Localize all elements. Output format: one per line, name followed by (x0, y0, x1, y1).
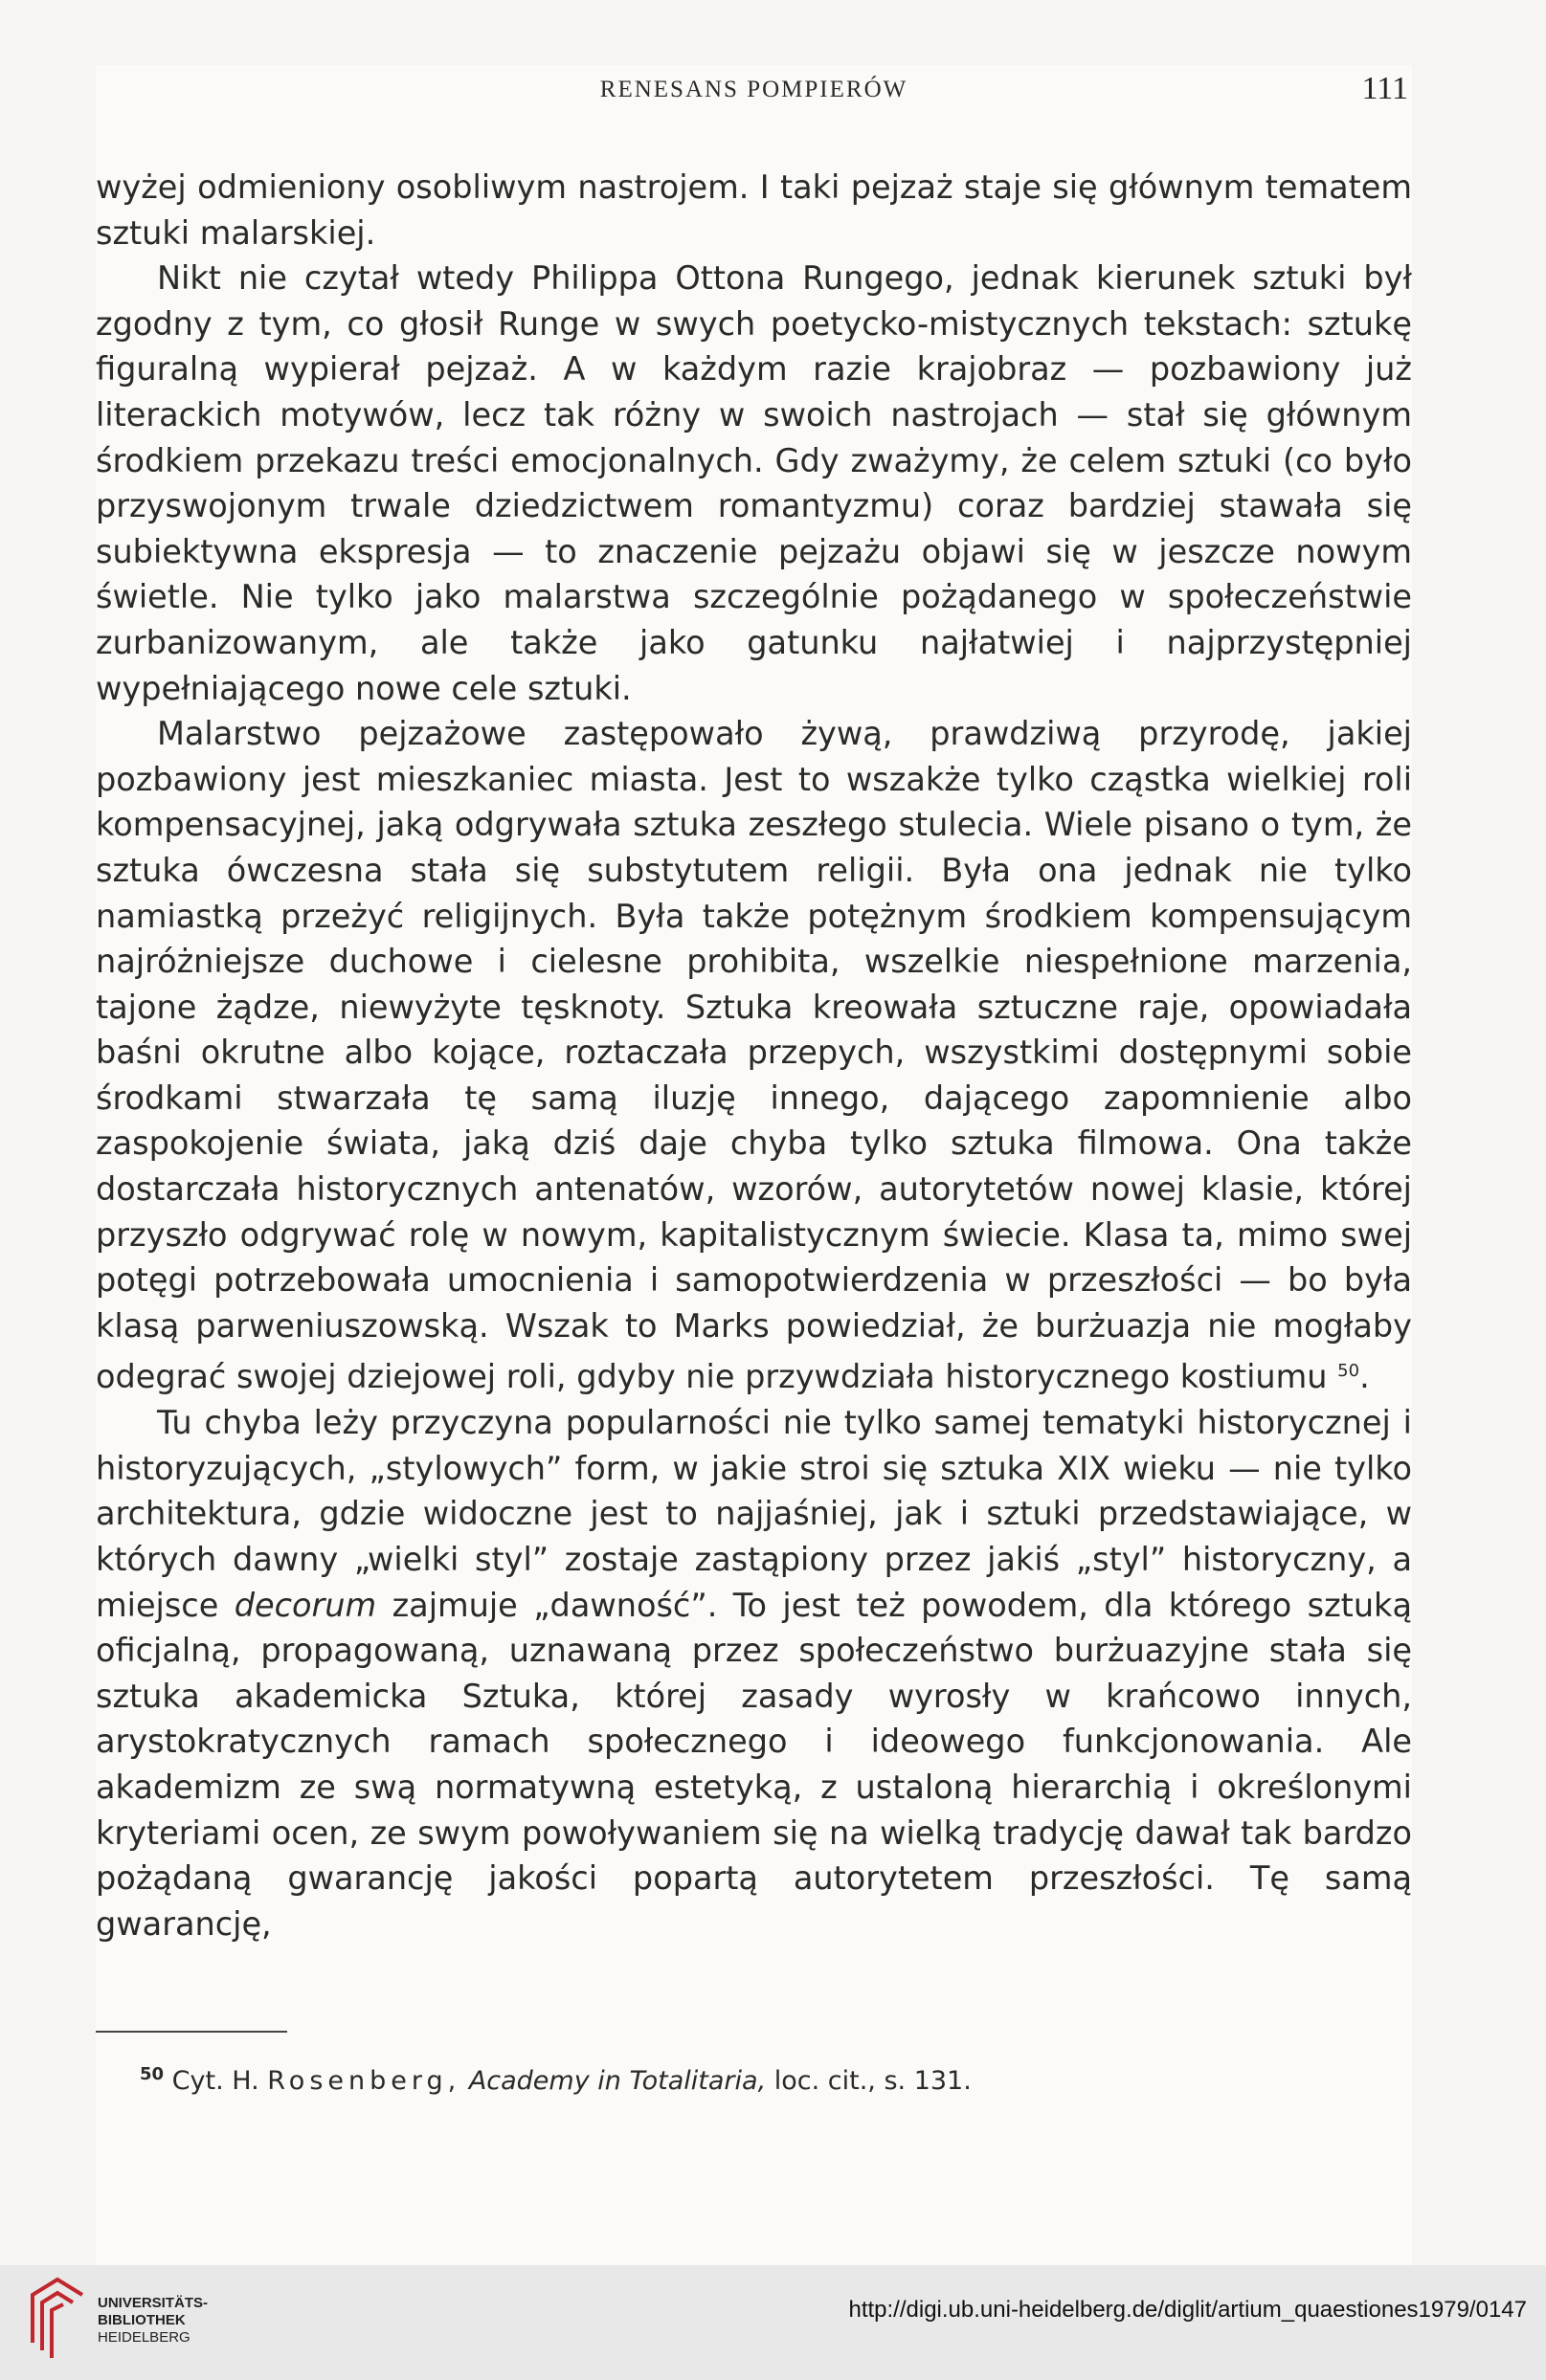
paragraph: Malarstwo pejzażowe zastępowało żywą, prawdziwą przyrodę, jakiej pozbawiony jest mieszkaniec miasta. Jest to wszakże tylko cząstka wielkiej roli kompensacyjnej, jaką odgrywała sztuka zeszłego stulecia. Wiele pisano o tym, że sztuka ówczesna stała się substytutem religii. Była ona jednak nie tylko namiastką przeżyć religijnych. Była także potężnym środkiem kompensującym najróżniejsze duchowe i cielesne prohibita, wszelkie niespełnione marzenia, tajone żądze, niewyżyte tęsknoty. Sztuka kreowała sztuczne raje, opowiadała baśni okrutne albo kojące, roztaczała przepych, wszystkimi dostępnymi sobie środkami stwarzała tę samą iluzję innego, dającego zapomnienie albo zaspokojenie świata, jaką dziś daje chyba tylko sztuka filmowa. Ona także dostarczała historycznych antenatów, wzorów, autorytetów nowej klasie, której przyszło odgrywać rolę w nowym, kapitalistycznym świecie. Klasa ta, mimo swej potęgi potrzebowała umocnienia i samopotwierdzenia w przeszłości — bo była klasą parweniuszowską. Wszak to Marks powiedział, że burżuazja nie mogłaby odegrać swojej dziejowej roli, gdyby nie przywdziała historycznego kostiumu $^{50}$. (96, 715, 1412, 1396)
library-logo-icon (29, 2276, 86, 2367)
paragraph-text: Tu chyba leży przyczyna popularności nie tylko samej tematyki historycznej i historyzujących, „stylowych” form, w jakie stroi się sztuka XIX wieku — nie tylko architektura, gdzie widoczne jest to najjaśniej, jak i sztuki przedstawiające, w których dawny „wielki styl” zostaje zastąpiony przez jakiś „styl” historyczny, a miejsce (96, 1404, 1412, 1624)
footnote-title: Academy in Totalitaria, (468, 2066, 767, 2096)
italic-term: decorum (234, 1586, 377, 1624)
library-name-line: UNIVERSITÄTS- (98, 2295, 209, 2311)
body-text (96, 165, 1412, 1946)
library-name-line: HEIDELBERG (98, 2329, 190, 2346)
paragraph (96, 1400, 1412, 1946)
paragraph-text: Malarstwo pejzażowe zastępowało żywą, prawdziwą przyrodę, jakiej pozbawiony jest mieszkaniec miasta. Jest to wszakże tylko cząstka wielkiej roli kompensacyjnej, jaką odgrywała sztuka zeszłego stulecia. Wiele pisano o tym, że sztuka ówczesna stała się substytutem religii. Była ona jednak nie tylko namiastką przeżyć religijnych. Była także potężnym środkiem kompensującym najróżniejsze duchowe i cielesne prohibita, wszelkie niespełnione marzenia, tajone żądze, niewyżyte tęsknoty. Sztuka kreowała sztuczne raje, opowiadała baśni okrutne albo kojące, roztaczała przepych, wszystkimi dostępnymi sobie środkami stwarzała tę samą iluzję innego, dającego zapomnienie albo zaspokojenie świata, jaką dziś daje chyba tylko sztuka filmowa. Ona także dostarczała historycznych antenatów, wzorów, autorytetów nowej klasie, której przyszło odgrywać rolę w nowym, kapitalistycznym świecie. Klasa ta, mimo swej potęgi potrzebowała umocnienia i samopotwierdzenia w przeszłości — bo była klasą parweniuszowską. Wszak to Marks powiedział, że burżuazja nie mogłaby odegrać swojej dziejowej roli, gdyby nie przywdziała historycznego kostiumu (96, 715, 1412, 1396)
source-url-link[interactable]: http://digi.ub.uni-heidelberg.de/diglit/artium_quaestiones1979/0147 (848, 2297, 1527, 2323)
paragraph: wyżej odmieniony osobliwym nastrojem. I taki pejzaż staje się głównym tematem sztuki malarskiej. (96, 168, 1412, 252)
page-number: 111 (1361, 71, 1408, 106)
running-head (96, 71, 1412, 109)
paragraph: Nikt nie czytał wtedy Philippa Ottona Rungego, jednak kierunek sztuki był zgodny z tym, co głosił Runge w swych poetycko-mistycznych tekstach: sztukę figuralną wypierał pejzaż. A w każdym razie krajobraz — pozbawiony już literackich motywów, lecz tak różny w swoich nastrojach — stał się głównym środkiem przekazu treści emocjonalnych. Gdy zważymy, że celem sztuki (co było przyswojonym trwale dziedzictwem romantyzmu) coraz bardziej stawała się subiektywna ekspresja — to znaczenie pejzażu objawi się w jeszcze nowym świetle. Nie tylko jako malarstwa szczególnie pożądanego w społeczeństwie zurbanizowanym, ale także jako gatunku najłatwiej i najprzystępniej wypełniającego nowe cele sztuki. (96, 259, 1412, 707)
footnote (140, 2057, 1384, 2099)
footnote-prefix: Cyt. H. (171, 2066, 259, 2096)
book-page (96, 65, 1412, 2265)
footnote-author: Rosenberg, (267, 2066, 461, 2096)
footnote-divider (96, 2031, 287, 2033)
footnote-suffix: loc. cit., s. 131. (773, 2066, 972, 2096)
library-name-line: BIBLIOTHEK (98, 2312, 186, 2328)
paragraph-text: zajmuje „dawność”. To jest też powodem, dla którego sztuką oficjalną, propagowaną, uznawaną przez społeczeństwo burżuazyjne stała się sztuka akademicka Sztuka, której zasady wyrosły w krańcowo innych, arystokratycznych ramach społecznego i ideowego funkcjonowania. Ale akademizm ze swą normatywną estetyką, z ustaloną hierarchią i określonymi kryteriami ocen, ze swym powoływaniem się na wielką tradycję dawał tak bardzo pożądaną gwarancję jakości popartą autorytetem przeszłości. Tę samą gwarancję, (96, 1586, 1412, 1943)
running-title: RENESANS POMPIERÓW (599, 77, 908, 102)
library-name (98, 2295, 208, 2347)
footnote-reference[interactable]: 50 (1337, 1361, 1360, 1382)
footnote-number: 50 (140, 2064, 165, 2084)
